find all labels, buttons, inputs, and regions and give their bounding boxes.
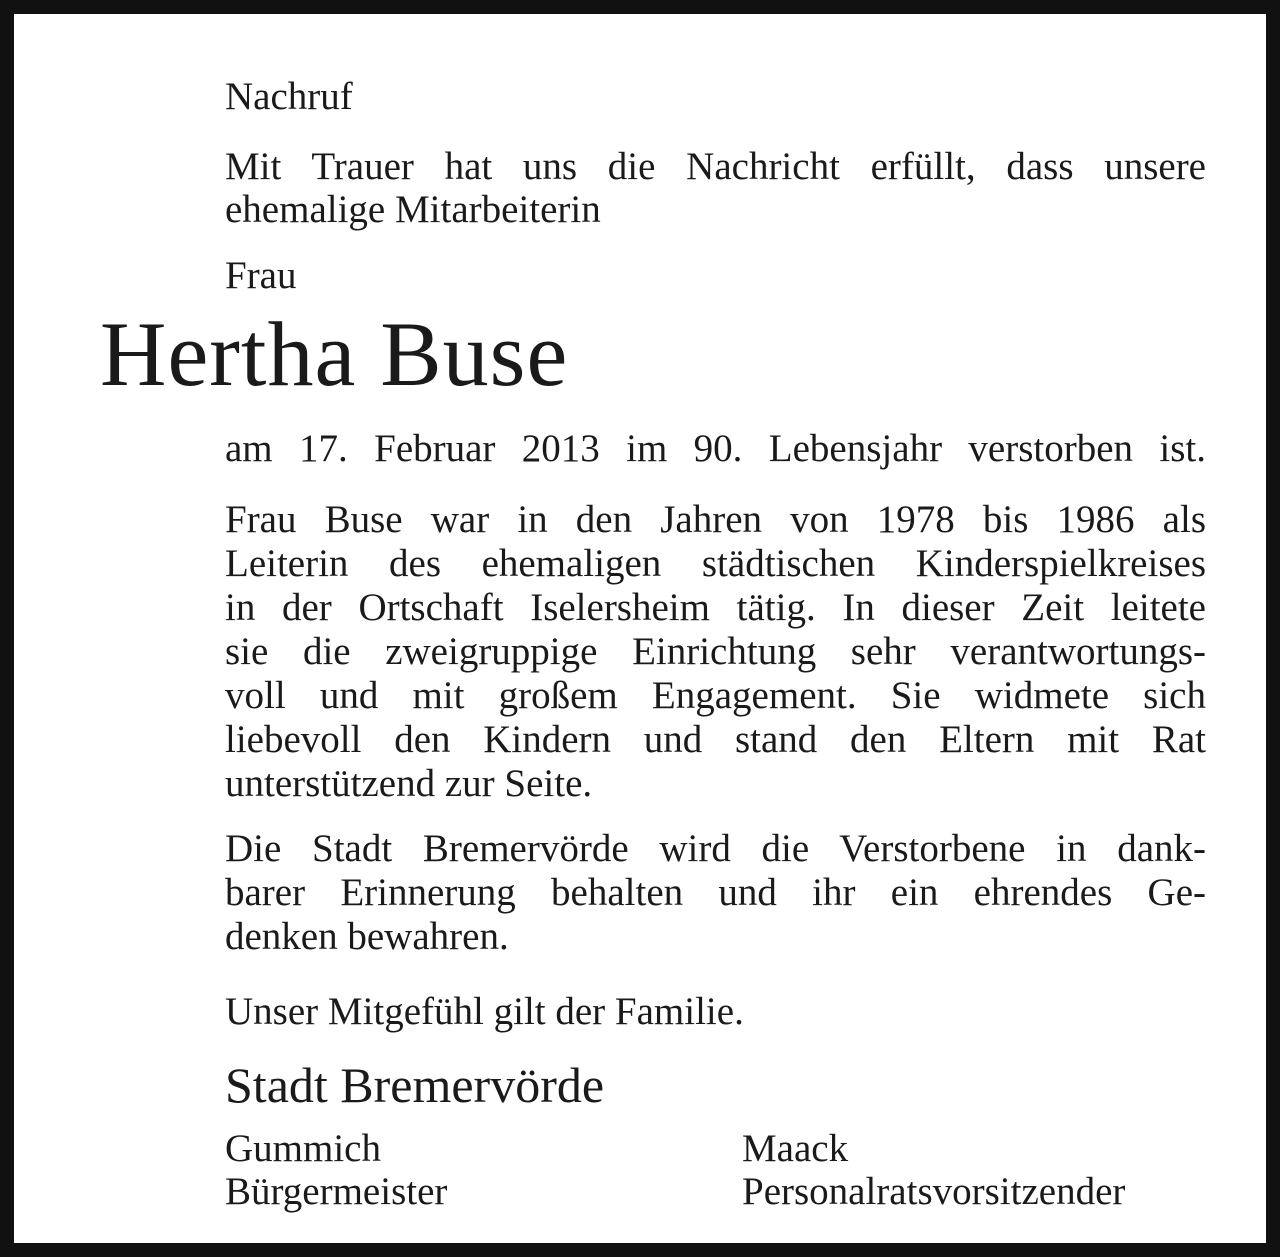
paragraph1-line: sie die zweigruppige Einrichtung sehr verantwortungs-	[225, 630, 1206, 673]
signatory-name: Maack	[742, 1127, 849, 1170]
paragraph2-line: barer Erinnerung behalten und ihr ein ehrendes Ge-	[225, 871, 1206, 914]
paragraph1-line: unterstützend zur Seite.	[225, 762, 593, 805]
organization-name: Stadt Bremervörde	[225, 1057, 605, 1113]
death-notice: am 17. Februar 2013 im 90. Lebensjahr verstorben ist.	[225, 427, 1206, 470]
paragraph1-line: voll und mit großem Engagement. Sie widmete sich	[225, 674, 1206, 717]
paragraph1-line: Leiterin des ehemaligen städtischen Kinderspielkreises	[225, 542, 1206, 585]
intro-line-2: ehemalige Mitarbeiterin	[225, 188, 601, 231]
paragraph2-line: Die Stadt Bremervörde wird die Verstorbene in dank-	[225, 827, 1206, 870]
paragraph1-line: liebevoll den Kindern und stand den Eltern mit Rat	[225, 718, 1206, 761]
condolence-line: Unser Mitgefühl gilt der Familie.	[225, 990, 744, 1033]
notice-heading: Nachruf	[225, 75, 353, 118]
paragraph2-line: denken bewahren.	[225, 915, 509, 958]
signatory-title: Bürgermeister	[225, 1170, 448, 1213]
paragraph1-line: in der Ortschaft Iselersheim tätig. In dieser Zeit leitete	[225, 586, 1206, 629]
signatory-name: Gummich	[225, 1127, 381, 1170]
deceased-name: Hertha Buse	[100, 303, 569, 405]
paragraph1-line: Frau Buse war in den Jahren von 1978 bis 1986 als	[225, 498, 1206, 541]
intro-line-1: Mit Trauer hat uns die Nachricht erfüllt, dass unsere	[225, 145, 1206, 188]
signatory-title: Personalratsvorsitzender	[742, 1170, 1126, 1213]
salutation: Frau	[225, 254, 297, 297]
